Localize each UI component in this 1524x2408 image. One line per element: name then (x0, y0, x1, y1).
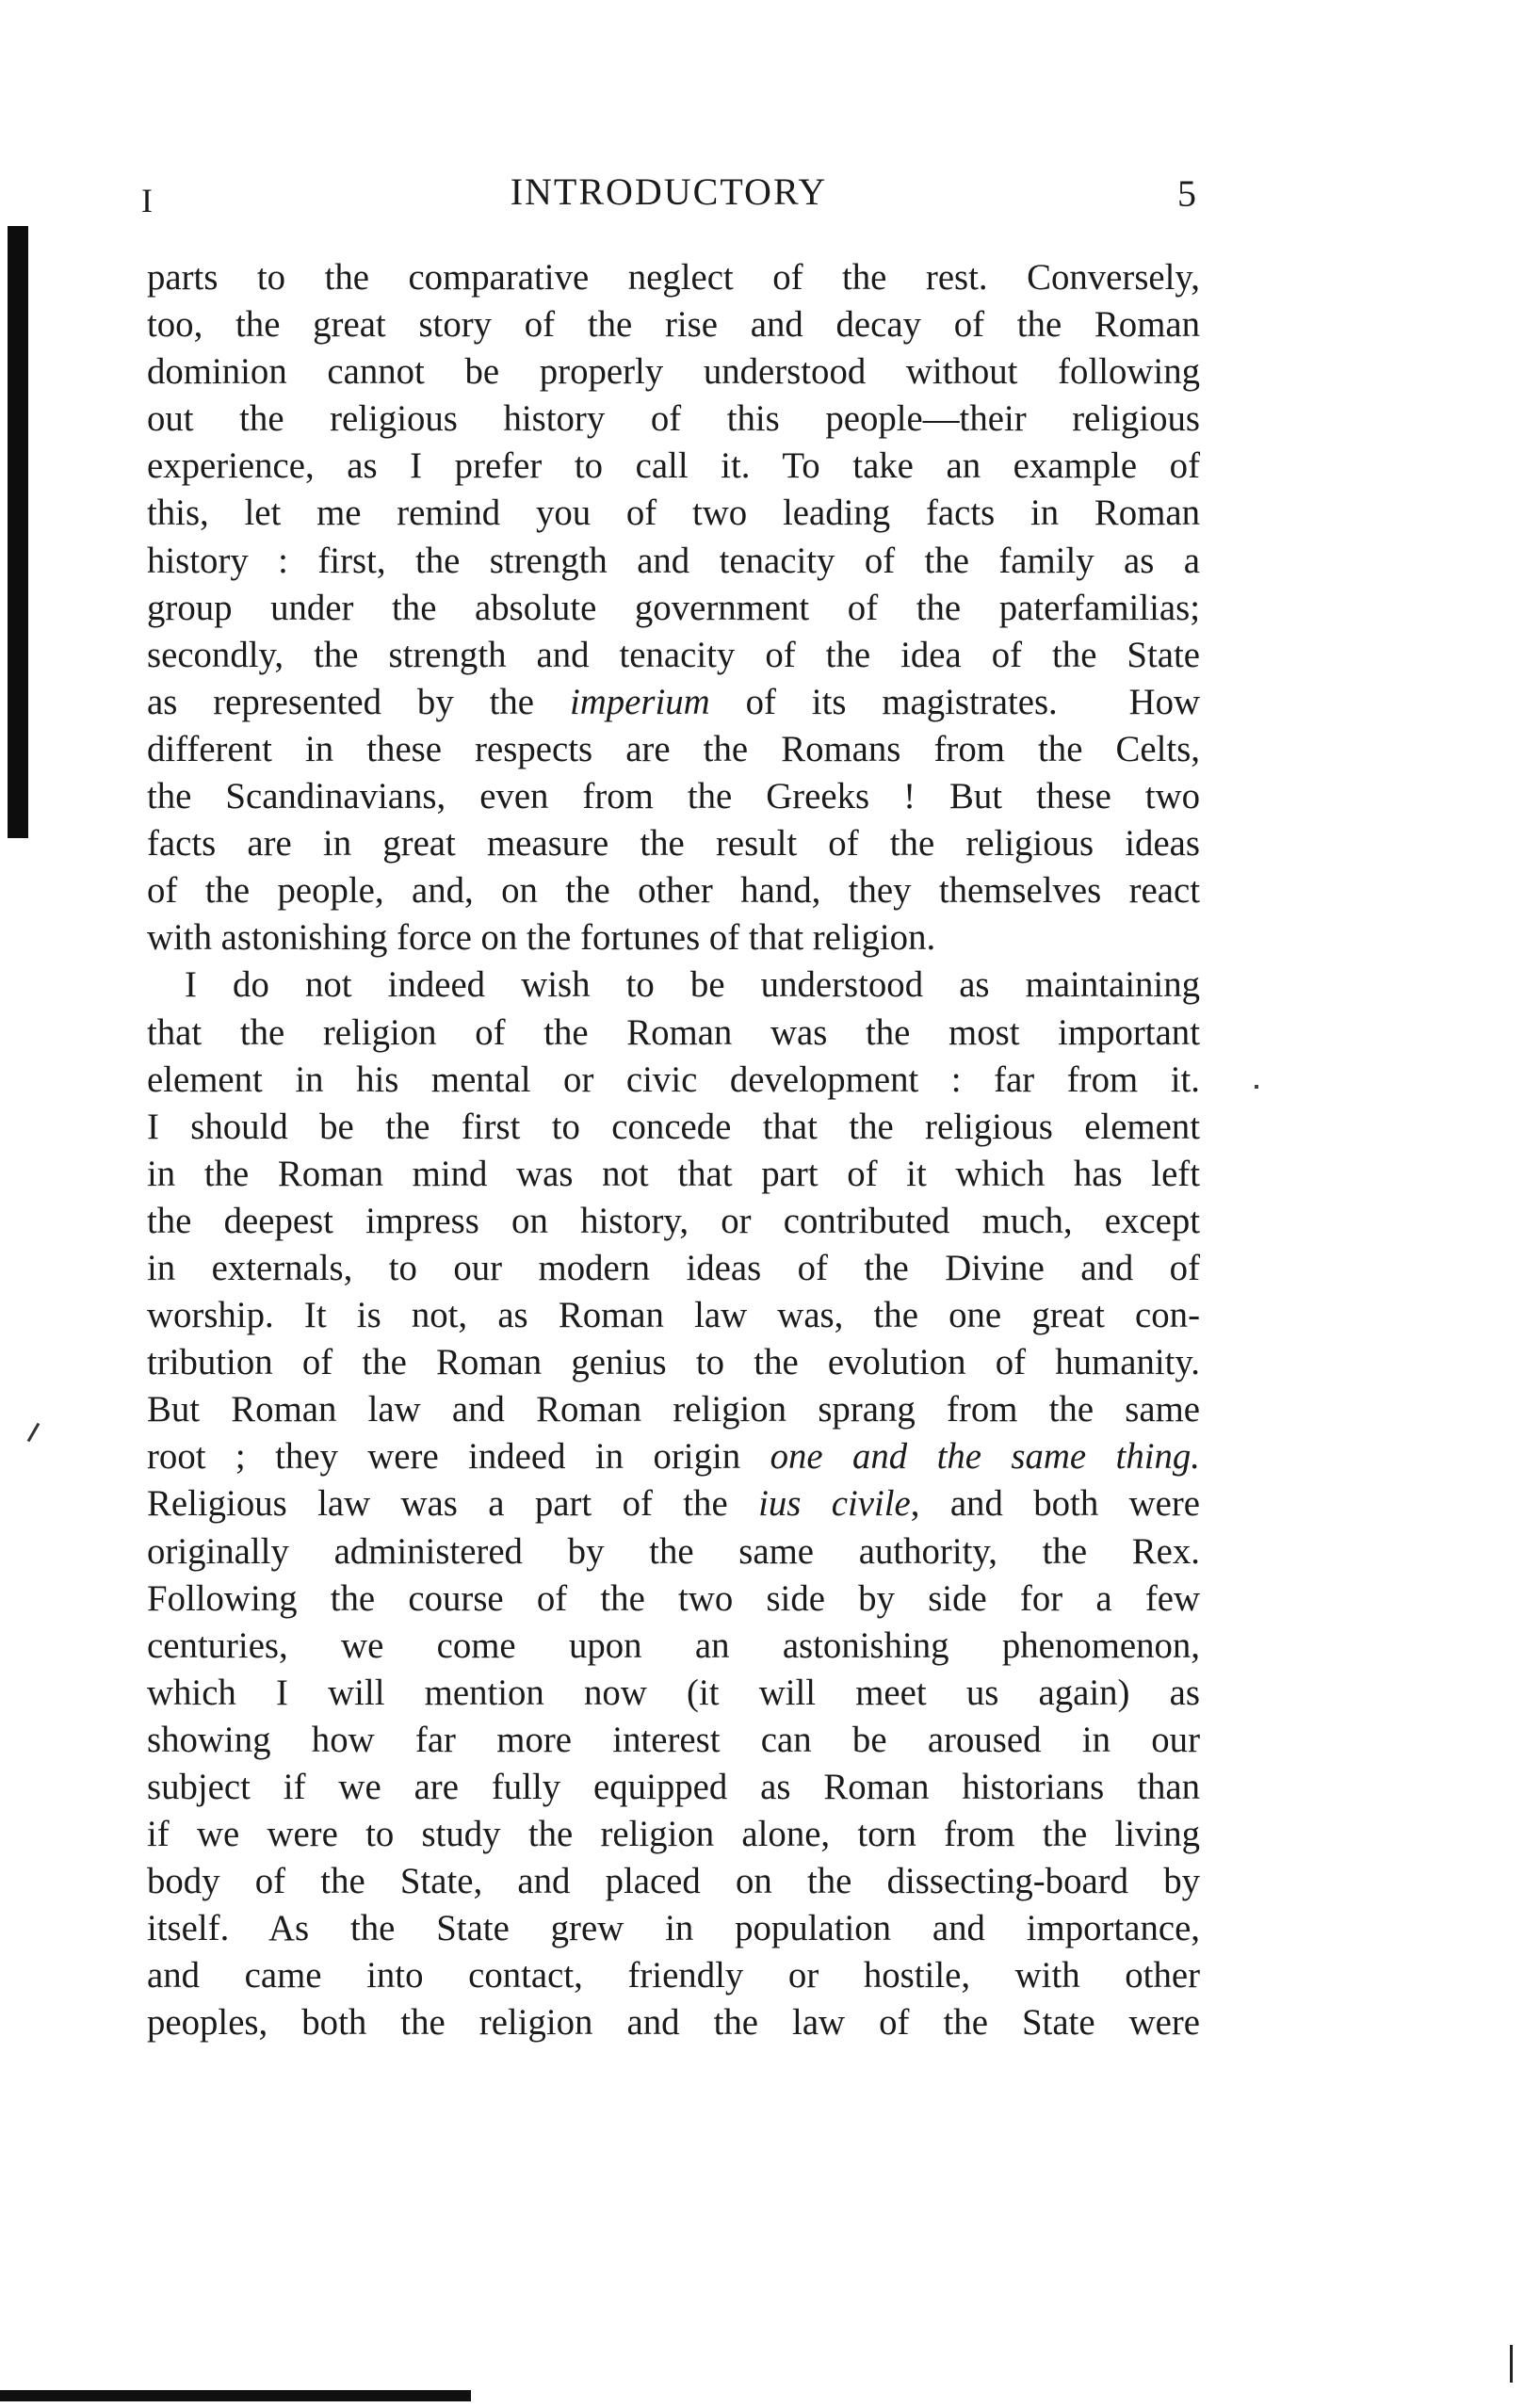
text-line: too, the great story of the rise and decay of the Roman (147, 304, 1200, 346)
text-line: centuries, we come upon an astonishing phenomenon, (147, 1624, 1200, 1666)
scan-right-mark (1510, 2345, 1513, 2383)
text-line: parts to the comparative neglect of the rest. Conversely, (147, 257, 1200, 298)
scan-bottom-edge (0, 2390, 471, 2401)
text-line (147, 1433, 1200, 1480)
italic-term: imperium (569, 681, 710, 722)
text-line: I do not indeed wish to be understood as maintaining (185, 964, 1200, 1006)
text-line: itself. As the State grew in population and importance, (147, 1908, 1200, 1949)
text-line: facts are in great measure the result of the religious ideas (147, 823, 1200, 865)
text-line: element in his mental or civic development : far from it. (147, 1059, 1200, 1100)
text-line: the Scandinavians, even from the Greeks ! But these two (147, 776, 1200, 817)
text-line: experience, as I prefer to call it. To take an example of (147, 445, 1200, 487)
text-line: originally administered by the same authority, the Rex. (147, 1530, 1200, 1572)
text-line: showing how far more interest can be aroused in our (147, 1719, 1200, 1760)
text-line: Following the course of the two side by side for a few (147, 1577, 1200, 1619)
text-line: which I will mention now (it will meet us again) as (147, 1672, 1200, 1713)
text-segment: , and both were (910, 1483, 1200, 1525)
text-line: peoples, both the religion and the law of the State were (147, 2002, 1200, 2044)
text-line: and came into contact, friendly or hostile, with other (147, 1955, 1200, 1996)
italic-term: one and the same thing. (770, 1436, 1201, 1478)
text-line: I should be the first to concede that the religious element (147, 1106, 1200, 1147)
text-segment: Religious law was a part of the (147, 1483, 759, 1525)
text-segment: of its magistrates. How (709, 681, 1200, 722)
text-line: this, let me remind you of two leading facts in Roman (147, 493, 1200, 534)
text-line: But Roman law and Roman religion sprang from the same (147, 1389, 1200, 1430)
text-line: of the people, and, on the other hand, they themselves react (147, 870, 1200, 912)
body-text (147, 254, 1200, 2047)
text-line: group under the absolute government of the paterfamilias; (147, 587, 1200, 628)
text-line: dominion cannot be properly understood without following (147, 351, 1200, 393)
chapter-number: I (141, 182, 153, 219)
running-head-title: INTRODUCTORY (510, 170, 828, 213)
text-line: different in these respects are the Romans from the Celts, (147, 728, 1200, 769)
italic-term: ius civile (758, 1483, 911, 1525)
text-segment: root ; they were indeed in origin (147, 1436, 770, 1478)
text-line: with astonishing force on the fortunes of that religion. (147, 917, 936, 959)
text-line: the deepest impress on history, or contributed much, except (147, 1200, 1200, 1241)
text-line (147, 1480, 1200, 1527)
page-number: 5 (1177, 172, 1196, 215)
text-line: history : first, the strength and tenacity of the family as a (147, 540, 1200, 581)
scan-edge-shadow (8, 226, 28, 838)
text-line: secondly, the strength and tenacity of the idea of the State (147, 634, 1200, 675)
running-head (141, 168, 1196, 224)
text-line: in externals, to our modern ideas of the Divine and of (147, 1247, 1200, 1288)
text-line: subject if we are fully equipped as Roman historians than (147, 1767, 1200, 1807)
text-line: tribution of the Roman genius to the evolution of humanity. (147, 1342, 1200, 1383)
text-line: body of the State, and placed on the dissecting-board by (147, 1861, 1200, 1902)
margin-pencil-mark (27, 1423, 41, 1443)
text-line: if we were to study the religion alone, torn from the living (147, 1814, 1200, 1855)
text-line: that the religion of the Roman was the most important (147, 1011, 1200, 1053)
stray-ink-dot (1255, 1085, 1258, 1089)
text-segment: as represented by the (147, 681, 570, 722)
text-line: out the religious history of this people—their religious (147, 398, 1200, 440)
text-line: in the Roman mind was not that part of it which has left (147, 1153, 1200, 1194)
text-line: worship. It is not, as Roman law was, the one great con- (147, 1295, 1200, 1336)
text-line (147, 679, 1200, 726)
